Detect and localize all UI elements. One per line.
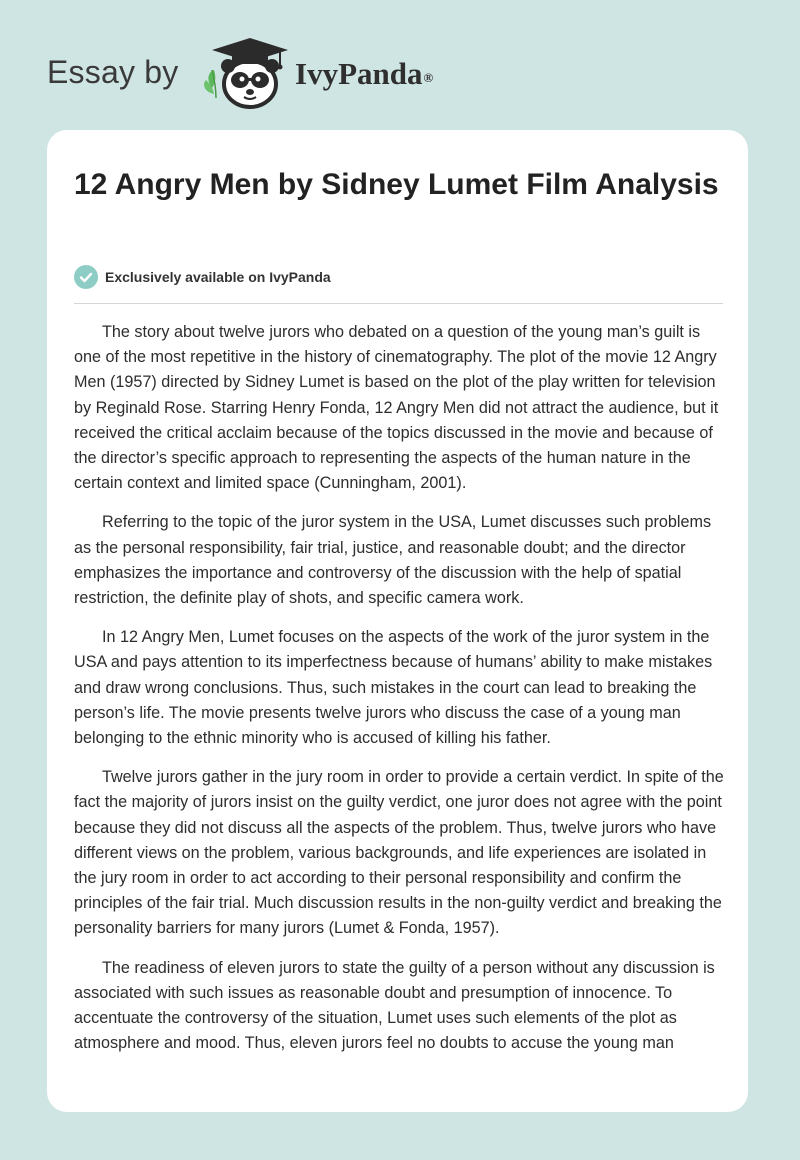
site-header bbox=[0, 0, 800, 120]
paragraph: Referring to the topic of the juror system in the USA, Lumet discusses such problems as the personal responsibility, fair trial, justice, and reasonable doubt; and the director emphasizes the importance and controversy of the discussion with the help of spatial restriction, the definite play of shots, and specific camera work. bbox=[74, 513, 712, 608]
panda-graduate-icon[interactable] bbox=[200, 34, 290, 110]
brand-label: IvyPanda bbox=[295, 56, 423, 91]
paragraph: Twelve jurors gather in the jury room in order to provide a certain verdict. In spite of the fact the majority of jurors insist on the guilty verdict, one juror does not agree with the point because they did not discuss all the aspects of the problem. Thus, twelve jurors who have different views on the problem, various backgrounds, and life experiences are isolated in the jury room in order to act according to their personal responsibility and confirm the principles of the fair trial. Much discussion results in the non-guilty verdict and breaking the personality barriers for many jurors (Lumet & Fonda, 1957). bbox=[74, 768, 724, 938]
paragraph: In 12 Angry Men, Lumet focuses on the aspects of the work of the juror system in the USA and pays attention to its imperfectness because of humans’ ability to make mistakes and draw wrong conclusions. Thus, such mistakes in the court can lead to breaking the person’s life. The movie presents twelve jurors who discuss the case of a young man belonging to the ethnic minority who is accused of killing his father. bbox=[74, 628, 713, 748]
paragraph: The readiness of eleven jurors to state the guilty of a person without any discussion is associated with such issues as reasonable doubt and presumption of innocence. To accentuate the controversy of the situation, Lumet uses such elements of the plot as atmosphere and mood. Thus, eleven jurors feel no doubts to accuse the young man bbox=[74, 958, 715, 1053]
badge-label: Exclusively available on IvyPanda bbox=[105, 269, 331, 285]
registered-mark: ® bbox=[423, 70, 434, 85]
essay-body bbox=[74, 320, 726, 1070]
checkmark-icon bbox=[74, 265, 98, 289]
essay-by-label: Essay by bbox=[47, 54, 179, 90]
page-title: 12 Angry Men by Sidney Lumet Film Analysis bbox=[74, 168, 719, 201]
exclusive-badge bbox=[74, 264, 331, 290]
brand-name[interactable] bbox=[295, 54, 433, 94]
paragraph: The story about twelve jurors who debated on a question of the young man’s guilt is one of the most repetitive in the history of cinematography. The plot of the movie 12 Angry Men (1957) directed by Sidney Lumet is based on the plot of the play written for television by Reginald Rose. Starring Henry Fonda, 12 Angry Men did not attract the audience, but it received the critical acclaim because of the topics discussed in the movie and because of the director’s specific approach to representing the aspects of the human nature in the certain context and limited space (Cunningham, 2001). bbox=[74, 323, 719, 493]
essay-card bbox=[47, 130, 748, 1112]
divider bbox=[74, 303, 723, 304]
